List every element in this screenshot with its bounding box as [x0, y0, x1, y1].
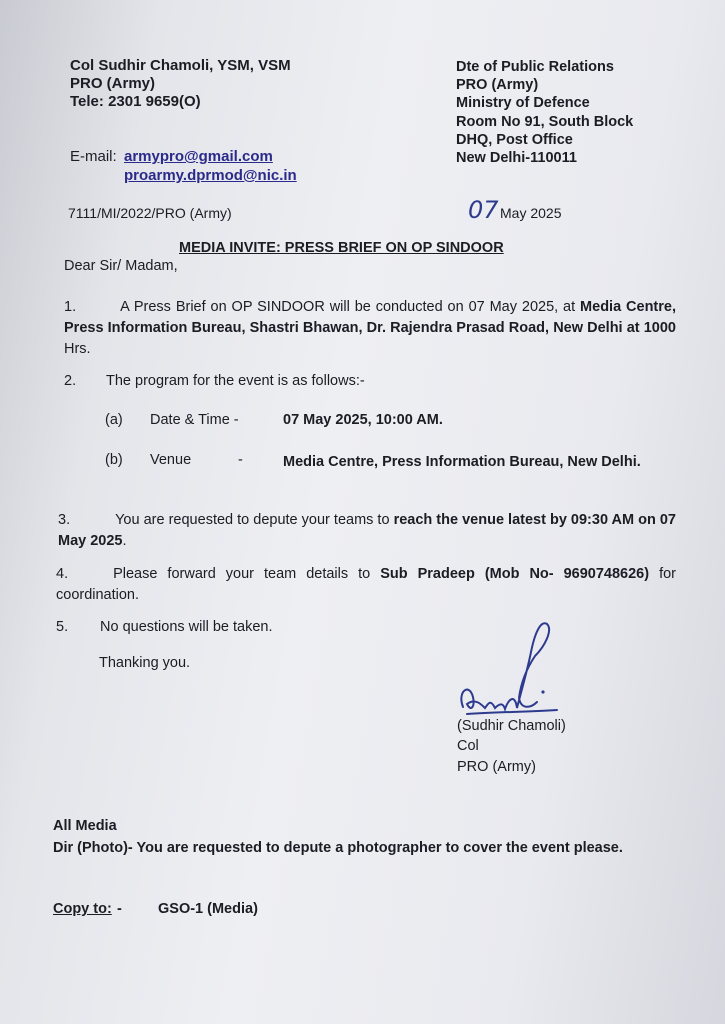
paragraph-3-deadline: reach the venue latest by 09:30 AM on 07 May 2025: [58, 512, 676, 549]
paragraph-2-text: The program for the event is as follows:-: [106, 373, 365, 389]
reference-number: 7111/MI/2022/PRO (Army): [68, 205, 232, 221]
printed-date: May 2025: [500, 205, 562, 221]
paragraph-1-end: Hrs.: [64, 341, 91, 357]
email-link-primary[interactable]: armypro@gmail.com: [124, 148, 273, 165]
address-line-3: Ministry of Defence: [456, 95, 590, 112]
signatory-appointment: PRO (Army): [457, 759, 536, 775]
signatory-rank: Col: [457, 738, 479, 754]
address-line-6: New Delhi-110011: [456, 150, 577, 167]
paragraph-4-end: for coordination.: [56, 566, 676, 603]
paragraph-4: [56, 564, 676, 606]
sender-name: Col Sudhir Chamoli, YSM, VSM: [70, 57, 291, 74]
signature-underline: [467, 710, 557, 714]
signature-dot: [541, 690, 544, 693]
paragraph-5-text: No questions will be taken.: [100, 619, 273, 635]
paragraph-5-number: 5.: [56, 619, 69, 635]
sender-appointment: PRO (Army): [70, 75, 156, 92]
paragraph-3-end: .: [122, 533, 127, 549]
paragraph-3-number: 3.: [58, 512, 71, 528]
address-line-1: Dte of Public Relations: [456, 59, 614, 75]
signature-image: [455, 612, 575, 722]
closing-line: Thanking you.: [99, 655, 191, 671]
subject-heading: MEDIA INVITE: PRESS BRIEF ON OP SINDOOR: [179, 240, 504, 256]
sender-block: [70, 57, 291, 111]
copy-to-value: GSO-1 (Media): [158, 901, 258, 917]
paragraph-1-number: 1.: [64, 299, 77, 315]
item-a-value: 07 May 2025, 10:00 AM.: [283, 412, 443, 428]
signatory-name: (Sudhir Chamoli): [457, 718, 566, 734]
sender-telephone: Tele: 2301 9659(O): [70, 93, 201, 110]
paragraph-4-number: 4.: [56, 566, 69, 582]
paragraph-1-venue: Media Centre, Press Information Bureau, Shastri Bhawan, Dr. Rajendra Prasad Road, New Delhi at 1000: [64, 299, 676, 336]
item-b-key: Venue: [150, 452, 192, 468]
distribution-dir-photo: Dir (Photo)- You are requested to depute a photographer to cover the event please.: [53, 840, 623, 856]
email-link-secondary[interactable]: proarmy.dprmod@nic.in: [124, 167, 297, 184]
item-b-value: Media Centre, Press Information Bureau, New Delhi.: [283, 454, 641, 470]
paragraph-1: [64, 297, 676, 360]
paragraph-4-text: Please forward your team details to: [113, 566, 381, 582]
address-line-2: PRO (Army): [456, 77, 539, 94]
copy-to-separator: -: [117, 901, 122, 917]
signature-stroke: [461, 623, 549, 709]
paragraph-2-number: 2.: [64, 373, 77, 389]
distribution-to: All Media: [53, 818, 117, 834]
paragraph-3-text: You are requested to depute your teams to: [115, 512, 394, 528]
paragraph-3: [58, 510, 676, 552]
item-b-dash: -: [238, 452, 243, 468]
item-a-key: Date & Time -: [150, 412, 239, 428]
copy-to-label: Copy to:: [53, 901, 112, 917]
address-line-5: DHQ, Post Office: [456, 131, 573, 148]
paragraph-4-contact: Sub Pradeep (Mob No- 9690748626): [380, 566, 650, 582]
item-b-label: (b): [105, 452, 123, 468]
item-a-label: (a): [105, 412, 123, 428]
address-line-4: Room No 91, South Block: [456, 113, 634, 130]
salutation: Dear Sir/ Madam,: [64, 258, 178, 274]
paragraph-1-text: A Press Brief on OP SINDOOR will be conducted on 07 May 2025, at: [120, 299, 581, 315]
office-address-block: [456, 58, 633, 167]
handwritten-date-day: 07: [468, 196, 499, 224]
email-label: E-mail:: [70, 148, 117, 165]
